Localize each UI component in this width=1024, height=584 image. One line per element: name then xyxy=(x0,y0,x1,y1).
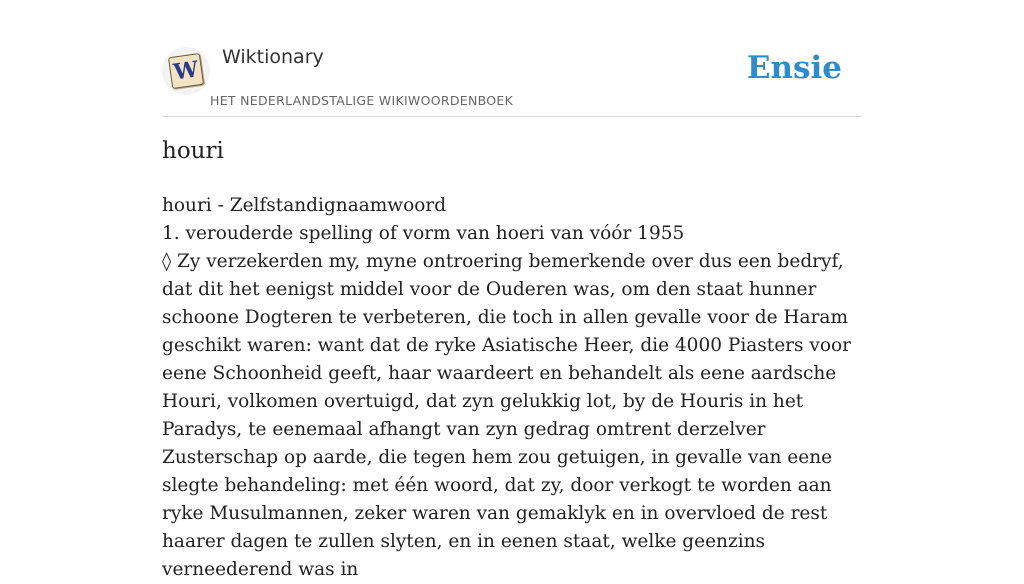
definition: 1. verouderde spelling of vorm van hoeri van vóór 1955 xyxy=(162,223,685,244)
ensie-brand-link[interactable]: Ensie xyxy=(746,50,842,86)
example-quote: ◊ Zy verzekerden my, myne ontroering bemerkende over dus een bedryf, dat dit het eenigst middel voor de Ouderen was, om den staat hunner schoone Dogteren te verbeteren, die toch in allen gevalle voor de Haram geschikt waren: want dat de ryke Asiatische Heer, die 4000 Piasters voor eene Schoonheid geeft, haar waardeert en behandelt als eene aardsche Houri, volkomen overtuigd, dat zyn gelukkig lot, by de Houris in het Paradys, te eenemaal afhangt van zyn gedrag omtrent derzelver Zusterschap op aarde, die tegen hem zou getuigen, in gevalle van eene slegte behandeling: met één woord, dat zy, door verkogt te worden aan ryke Musulmannen, zeker waren van gemaklyk en in overvloed de rest haarer dagen te zullen slyten, en in eenen staat, welke geenzins verneederend was in xyxy=(162,251,851,580)
part-of-speech-line: houri - Zelfstandignaamwoord xyxy=(162,195,447,216)
wiktionary-logo-icon: W xyxy=(168,53,204,89)
page-title: houri xyxy=(162,138,224,164)
entry-content xyxy=(162,192,862,584)
site-subtitle: HET NEDERLANDSTALIGE WIKIWOORDENBOEK xyxy=(210,93,514,108)
site-header xyxy=(162,40,862,117)
wiktionary-logo[interactable] xyxy=(162,47,210,95)
site-name[interactable]: Wiktionary xyxy=(222,46,324,68)
